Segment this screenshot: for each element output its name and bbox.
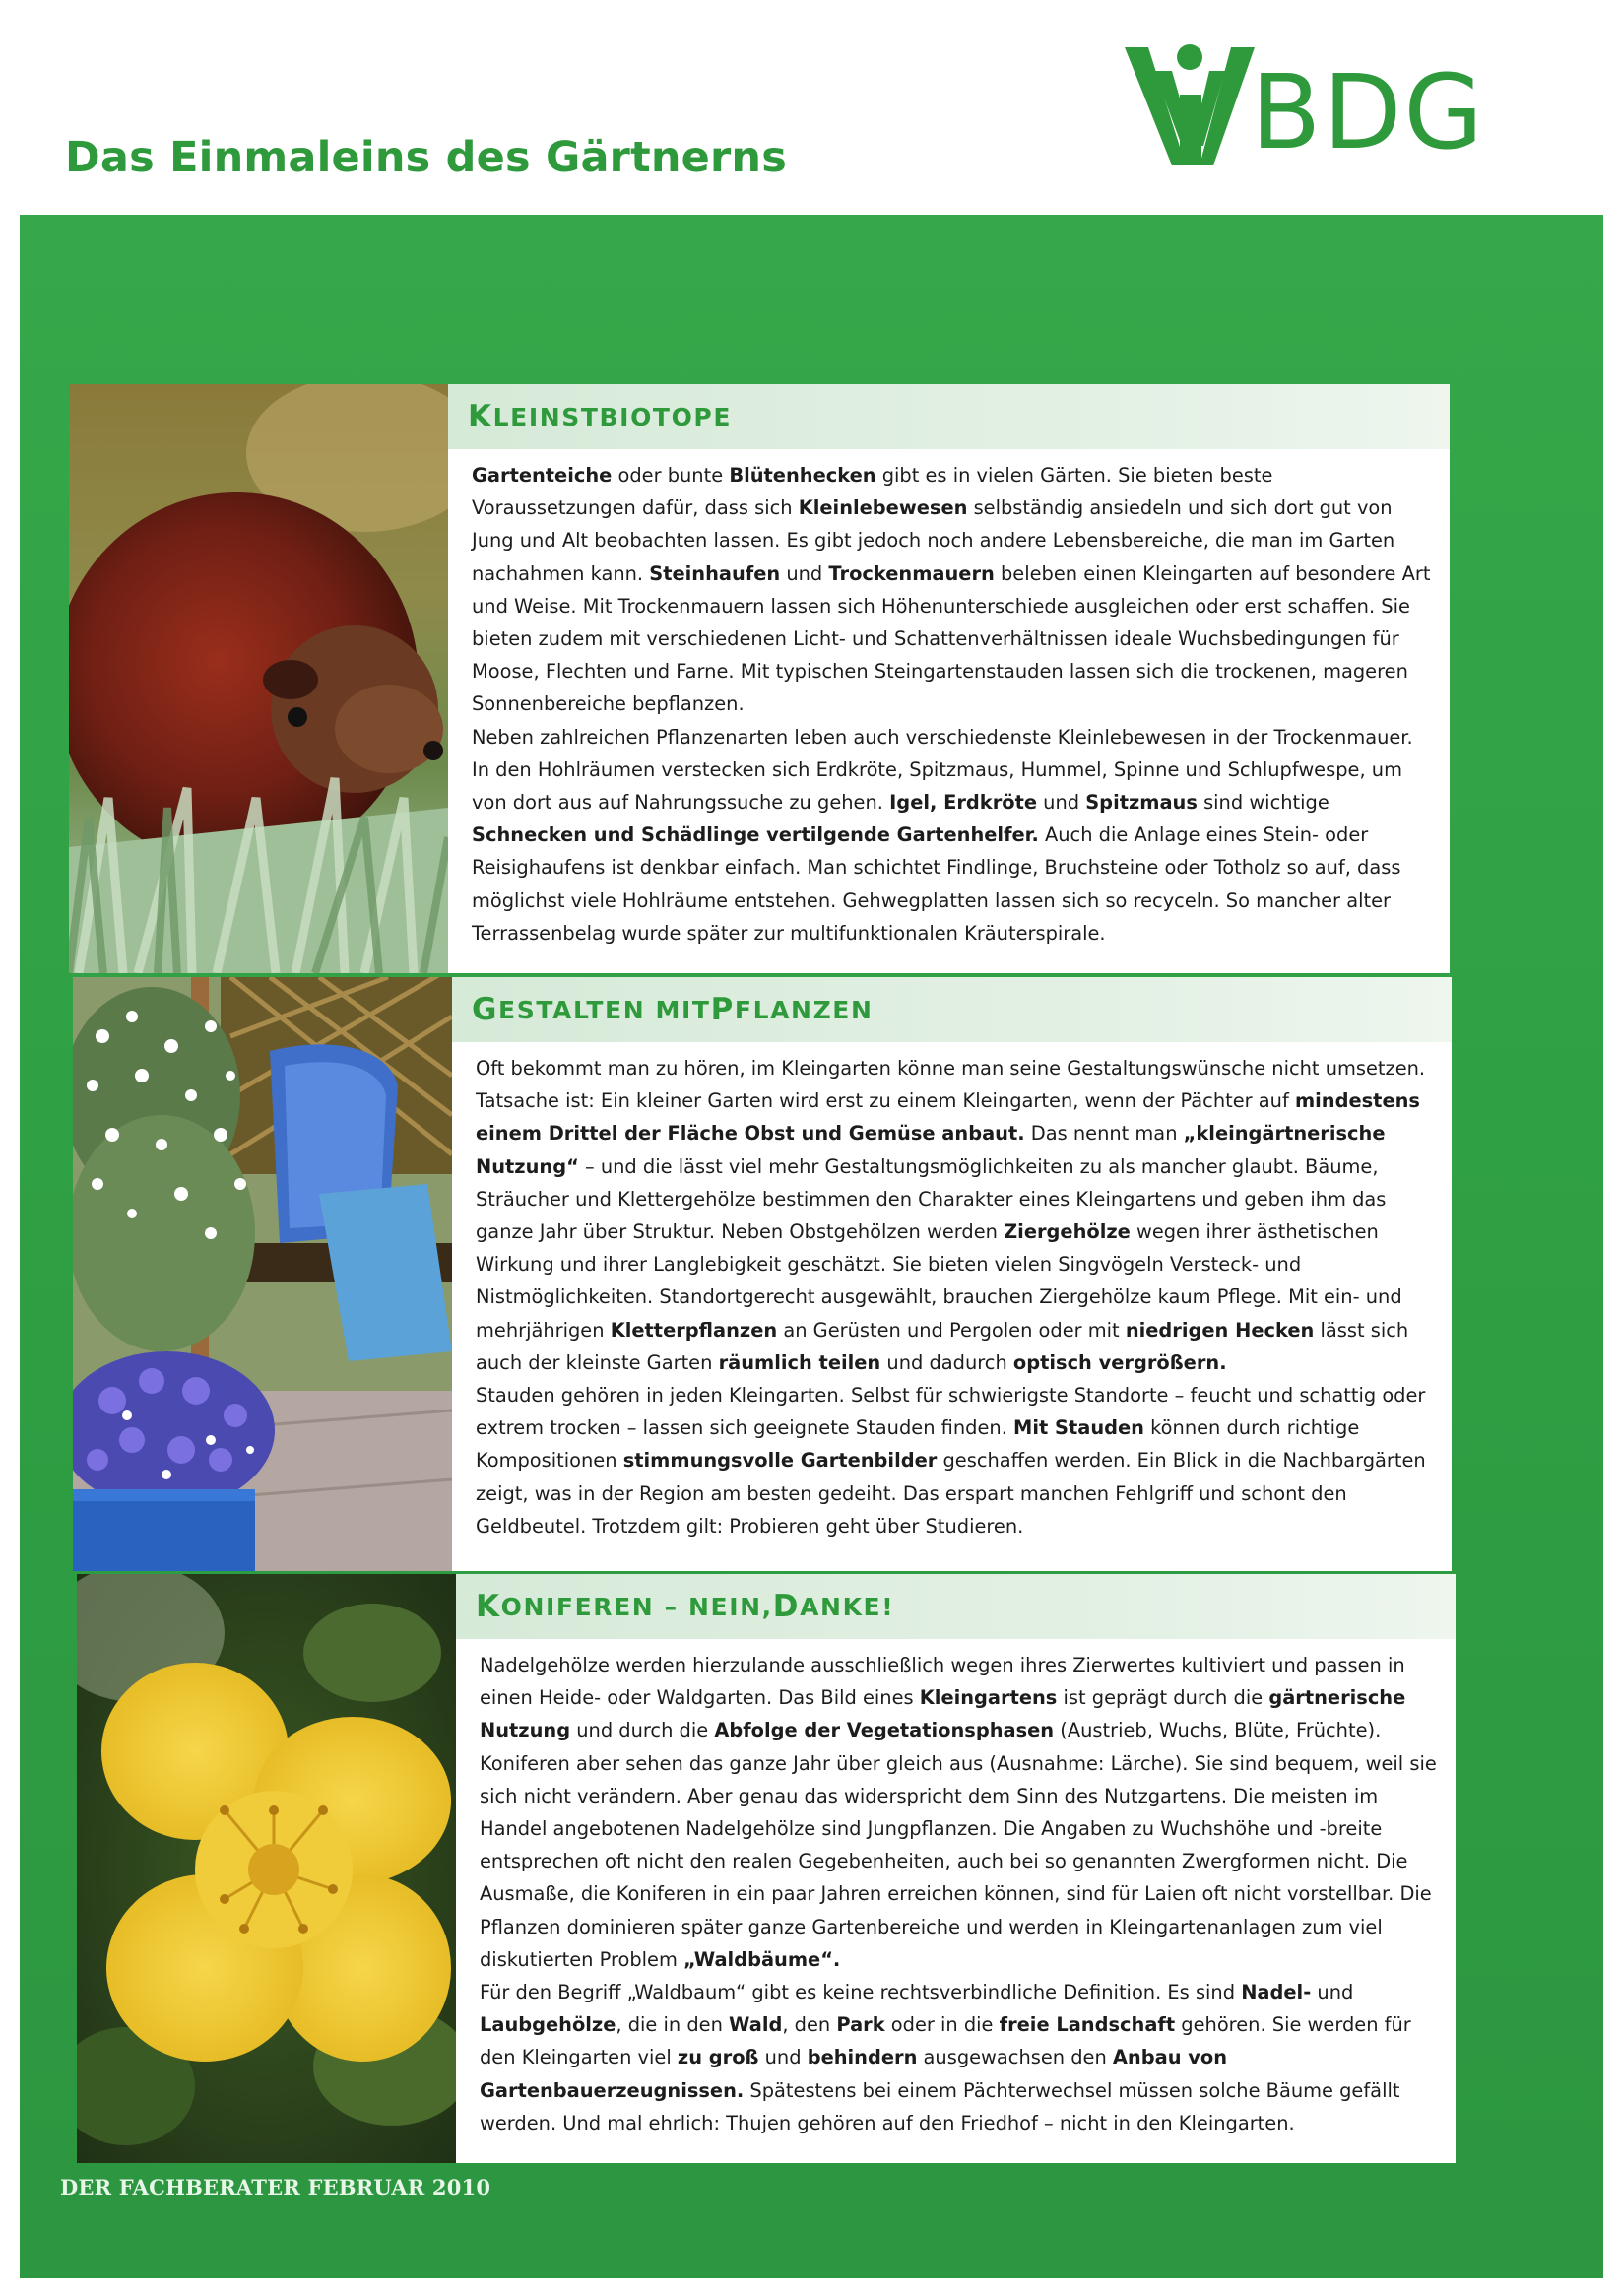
- section-koniferen: [77, 1574, 1456, 2163]
- text-run: an Gerüsten und Pergolen oder mit: [777, 1318, 1126, 1342]
- bold-text: „kleingärtnerische Nutzung“: [476, 1122, 1386, 1178]
- text-run: Spätestens bei einem Pächterwechsel müssen solche Bäume gefällt werden. Und mal ehrlich: Thujen gehören auf den Friedhof – nicht in den Kleingarten.: [480, 2078, 1400, 2134]
- bold-text: räumlich teilen: [718, 1350, 881, 1374]
- bold-text: Kleingartens: [919, 1686, 1058, 1710]
- bold-text: Abfolge der Vegetationsphasen: [714, 1719, 1055, 1742]
- title-initial-2: P: [710, 992, 735, 1027]
- koniferen-text-box: [456, 1574, 1456, 2163]
- section-title: [448, 384, 1450, 449]
- text-run: und: [758, 2046, 808, 2069]
- bold-text: optisch vergrößern.: [1012, 1350, 1227, 1374]
- bold-text: Trockenmauern: [828, 561, 995, 585]
- text-run: und: [1037, 791, 1086, 815]
- text-run: Oft bekommt man zu hören, im Kleingarten könne man seine Gestaltungswünsche nicht umsetzen. Tatsache ist: Ein kleiner Garten wird erst zu einem Kleingarten, wenn der Pächter auf: [476, 1057, 1426, 1113]
- bdg-logo-text: BDG: [1251, 52, 1486, 172]
- yellow-flower-photo: [77, 1574, 456, 2163]
- text-run: Neben zahlreichen Pflanzenarten leben auch verschiedenste Kleinlebewesen in der Trockenmauer. In den Hohlräumen verstecken sich Erdkröte, Spitzmaus, Hummel, Spinne und Schlupfwespe, um von dort aus auf Nahrungssuche zu gehen.: [472, 725, 1413, 815]
- bold-text: freie Landschaft: [999, 2013, 1176, 2037]
- title-initial: K: [468, 399, 493, 434]
- bold-text: „Waldbäume“.: [683, 1947, 841, 1971]
- text-run: und: [780, 561, 829, 585]
- text-run: können durch richtige Kompositionen: [476, 1416, 1360, 1473]
- title-initial: G: [472, 992, 499, 1027]
- bdg-logo-figure-icon: [1121, 35, 1268, 183]
- text-run: lässt sich auch der kleinste Garten: [476, 1318, 1409, 1374]
- bold-text: Laubgehölze: [480, 2013, 616, 2037]
- bold-text: Kleinlebewesen: [798, 496, 968, 520]
- kleinstbiotope-text-box: [448, 384, 1450, 973]
- text-run: Nadelgehölze werden hierzulande ausschließlich wegen ihres Zierwertes kultiviert und passen in einen Heide- oder Waldgarten. Das Bild eines: [480, 1654, 1405, 1710]
- section-kleinstbiotope: [69, 384, 1450, 973]
- bdg-logo: [1121, 35, 1486, 183]
- bold-text: Spitzmaus: [1085, 791, 1198, 815]
- section-body: [456, 1639, 1456, 2139]
- title-rest: LEINSTBIOTOPE: [492, 402, 733, 431]
- paragraph: [472, 721, 1432, 950]
- bold-text: Nadel-: [1241, 1981, 1312, 2004]
- paragraph: [480, 1976, 1438, 2139]
- text-run: gibt es in vielen Gärten. Sie bieten beste Voraussetzungen dafür, dass sich: [472, 464, 1273, 520]
- text-run: oder bunte: [612, 464, 730, 487]
- text-run: oder in die: [884, 2013, 1000, 2037]
- bold-text: Mit Stauden: [1013, 1416, 1144, 1440]
- title-rest: ESTALTEN MIT: [498, 995, 711, 1024]
- section-title: [456, 1574, 1456, 1639]
- page-title: Das Einmaleins des Gärtnerns: [65, 133, 788, 182]
- section-title: [452, 977, 1452, 1042]
- section-body: [452, 1042, 1452, 1542]
- text-run: Das nennt man: [1024, 1122, 1184, 1146]
- bold-text: Park: [836, 2013, 885, 2037]
- bold-text: behindern: [807, 2046, 918, 2069]
- bold-text: gärtnerische Nutzung: [480, 1686, 1406, 1742]
- text-run: ist geprägt durch die: [1057, 1686, 1269, 1710]
- text-run: , die in den: [616, 2013, 730, 2037]
- hedgehog-photo: [69, 384, 448, 973]
- bold-text: mindestens einem Drittel der Fläche Obst und Gemüse anbaut.: [476, 1089, 1420, 1146]
- paragraph: [476, 1052, 1434, 1379]
- text-run: sind wichtige: [1197, 791, 1329, 815]
- text-run: Stauden gehören in jeden Kleingarten. Selbst für schwierigste Standorte – feucht und schattig oder extrem trocken – lassen sich geeignete Stauden finden.: [476, 1384, 1426, 1440]
- paragraph: [480, 1649, 1438, 1976]
- bold-text: Kletterpflanzen: [610, 1318, 778, 1342]
- text-run: gehören. Sie werden für den Kleingarten viel: [480, 2013, 1411, 2069]
- bold-text: niedrigen Hecken: [1125, 1318, 1315, 1342]
- bold-text: Schnecken und Schädlinge vertilgende Gartenhelfer.: [472, 823, 1039, 847]
- text-run: und dadurch: [880, 1350, 1013, 1374]
- text-run: – und die lässt viel mehr Gestaltungsmöglichkeiten zu als mancher glaubt. Bäume, Sträucher und Klettergehölze bestimmen den Charakter eines Kleingartens und geben ihm das ganze Jahr über Struktur. Neben Obstgehölzen werden: [476, 1154, 1387, 1244]
- text-run: (Austrieb, Wuchs, Blüte, Früchte). Koniferen aber sehen das ganze Jahr über gleich aus (Ausnahme: Lärche). Sie sind bequem, weil sie sich nicht verändern. Aber genau das widerspricht dem Sinn des Nutzgartens. Die meisten im Handel angebotenen Nadelgehölze sind Jungpflanzen. Die Angaben zu Wuchshöhe und -breite entsprechen oft nicht den realen Gegebenheiten, auch bei so genannten Zwergformen nicht. Die Ausmaße, die Koniferen in ein paar Jahren erreichen können, sind für Laien oft nicht vorstellbar. Die Pflanzen dominieren später ganze Gartenbereiche und werden in Kleingartenanlagen zum viel diskutierten Problem: [480, 1719, 1437, 1971]
- bold-text: Anbau von Gartenbauerzeugnissen.: [480, 2046, 1228, 2102]
- text-run: , den: [782, 2013, 837, 2037]
- bold-text: zu groß: [677, 2046, 759, 2069]
- title-rest: ONIFEREN – NEIN,: [500, 1592, 773, 1621]
- paragraph: [476, 1379, 1434, 1542]
- bold-text: Steinhaufen: [649, 561, 781, 585]
- text-run: Für den Begriff „Waldbaum“ gibt es keine rechtsverbindliche Definition. Es sind: [480, 1981, 1242, 2004]
- yellow-flower-image: [77, 1574, 456, 2163]
- bold-text: Ziergehölze: [1004, 1220, 1131, 1244]
- gestalten-text-box: [452, 977, 1452, 1571]
- paragraph: [472, 459, 1432, 721]
- bold-text: stimmungsvolle Gartenbilder: [622, 1449, 938, 1473]
- text-run: beleben einen Kleingarten auf besondere Art und Weise. Mit Trockenmauern lassen sich Höhenunterschiede ausgleichen oder erst schaffen. Sie bieten zudem mit verschiedenen Licht- und Schattenverhältnissen ideale Wuchsbedingungen für Moose, Flechten und Farne. Mit typischen Steingartenstauden lassen sich die trockenen, mageren Sonnenbereiche bepflanzen.: [472, 561, 1431, 716]
- title-rest-2: FLANZEN: [734, 995, 874, 1024]
- garden-bench-image: [73, 977, 452, 1571]
- section-body: [448, 449, 1450, 950]
- text-run: Auch die Anlage eines Stein- oder Reisighaufens ist denkbar einfach. Man schichtet Findlinge, Bruchsteine oder Totholz so auf, dass möglichst viele Hohlräume entstehen. Gehwegplatten lassen sich so recyceln. So mancher alter Terrassenbelag wurde später zur multifunktionalen Kräuterspirale.: [472, 823, 1401, 945]
- section-gestalten-mit-pflanzen: [73, 977, 1452, 1571]
- text-run: und durch die: [570, 1719, 715, 1742]
- title-rest-2: ANKE!: [800, 1592, 895, 1621]
- hedgehog-image: [69, 384, 448, 973]
- bold-text: Wald: [729, 2013, 783, 2037]
- text-run: wegen ihrer ästhetischen Wirkung und ihrer Langlebigkeit geschätzt. Sie bieten vielen Singvögeln Versteck- und Nistmöglichkeiten. Standortgerecht ausgewählt, brauchen Ziergehölze kaum Pflege. Mit ein- und mehrjährigen: [476, 1220, 1402, 1342]
- text-run: selbständig ansiedeln und sich dort gut von Jung und Alt beobachten lassen. Es gibt jedoch noch andere Lebensbereiche, die man im Garten nachahmen kann.: [472, 496, 1395, 585]
- garden-bench-flowers-photo: [73, 977, 452, 1571]
- bold-text: Gartenteiche: [472, 464, 613, 487]
- text-run: ausgewachsen den: [917, 2046, 1113, 2069]
- text-run: geschaffen werden. Ein Blick in die Nachbargärten zeigt, was in der Region am besten gedeiht. Das erspart manchen Fehlgriff und schont den Geldbeutel. Trotzdem gilt: Probieren geht über Studieren.: [476, 1449, 1426, 1538]
- text-run: und: [1311, 1981, 1354, 2004]
- title-initial: K: [476, 1589, 501, 1624]
- bold-text: Blütenhecken: [729, 464, 876, 487]
- page-footer: DER FACHBERATER FEBRUAR 2010: [60, 2175, 491, 2199]
- title-initial-2: D: [772, 1589, 801, 1624]
- bold-text: Igel, Erdkröte: [889, 791, 1037, 815]
